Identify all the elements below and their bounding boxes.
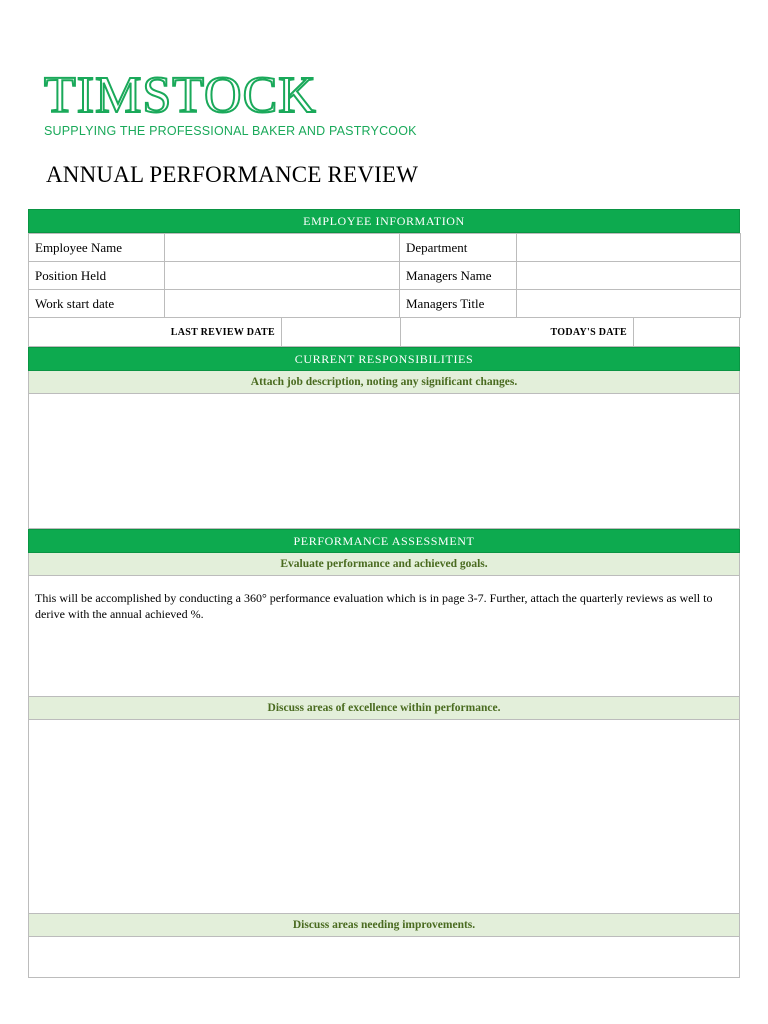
table-row bbox=[29, 290, 741, 318]
employee-info-table bbox=[28, 233, 741, 318]
responsibilities-header: CURRENT RESPONSIBILITIES bbox=[28, 347, 740, 371]
responsibilities-field[interactable] bbox=[28, 394, 740, 529]
responsibilities-instruction: Attach job description, noting any significant changes. bbox=[28, 371, 740, 394]
todays-date-field[interactable] bbox=[634, 318, 739, 346]
department-field[interactable] bbox=[517, 234, 741, 262]
evaluate-instruction: Evaluate performance and achieved goals. bbox=[28, 553, 740, 576]
improvement-instruction: Discuss areas needing improvements. bbox=[28, 914, 740, 937]
department-label: Department bbox=[400, 234, 517, 262]
todays-date-label: TODAY'S DATE bbox=[401, 318, 634, 346]
improvement-field[interactable] bbox=[28, 937, 740, 978]
position-held-field[interactable] bbox=[165, 262, 400, 290]
work-start-date-label: Work start date bbox=[29, 290, 165, 318]
company-logo bbox=[44, 68, 424, 138]
table-row bbox=[29, 234, 741, 262]
employee-info-header: EMPLOYEE INFORMATION bbox=[28, 209, 740, 233]
position-held-label: Position Held bbox=[29, 262, 165, 290]
employee-name-label: Employee Name bbox=[29, 234, 165, 262]
managers-name-label: Managers Name bbox=[400, 262, 517, 290]
page-title: ANNUAL PERFORMANCE REVIEW bbox=[46, 162, 419, 187]
logo-tagline: SUPPLYING THE PROFESSIONAL BAKER AND PASTRYCOOK bbox=[44, 124, 417, 138]
employee-name-field[interactable] bbox=[165, 234, 400, 262]
logo-wordmark: TIMSTOCK bbox=[44, 67, 317, 124]
last-review-date-field[interactable] bbox=[282, 318, 401, 346]
table-row bbox=[29, 262, 741, 290]
evaluate-text[interactable]: This will be accomplished by conducting a 360° performance evaluation which is in page 3-7. Further, attach the quarterly reviews as well to derive with the annual achieved %. bbox=[28, 576, 740, 697]
assessment-header: PERFORMANCE ASSESSMENT bbox=[28, 529, 740, 553]
managers-title-label: Managers Title bbox=[400, 290, 517, 318]
managers-name-field[interactable] bbox=[517, 262, 741, 290]
last-review-date-label: LAST REVIEW DATE bbox=[29, 318, 282, 346]
excellence-instruction: Discuss areas of excellence within performance. bbox=[28, 697, 740, 720]
managers-title-field[interactable] bbox=[517, 290, 741, 318]
work-start-date-field[interactable] bbox=[165, 290, 400, 318]
review-dates-row bbox=[28, 318, 740, 347]
excellence-field[interactable] bbox=[28, 720, 740, 914]
review-form bbox=[28, 209, 740, 978]
